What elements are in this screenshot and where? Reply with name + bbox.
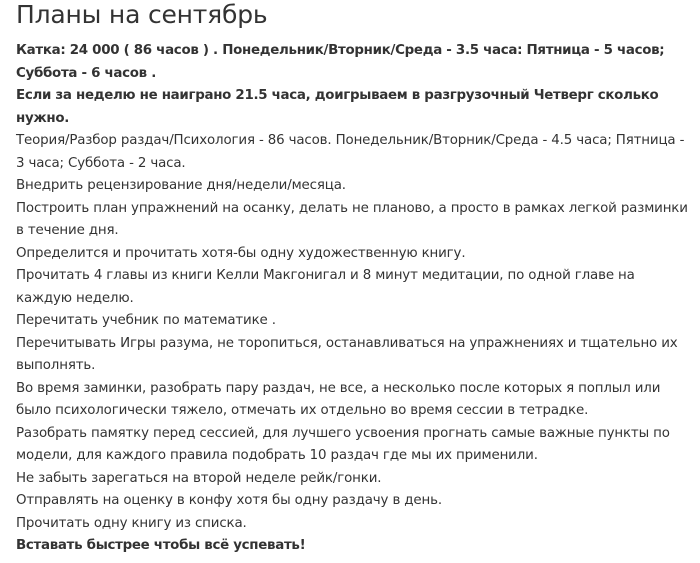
plan-item: Перечитать учебник по математике . — [16, 313, 276, 328]
plan-item: Вставать быстрее чтобы всё успевать! — [16, 538, 306, 553]
plan-item: Если за неделю не наиграно 21.5 часа, доигрываем в разгрузочный Четверг сколько нужно. — [16, 88, 659, 126]
page-title: Планы на сентябрь — [16, 0, 268, 29]
plan-item: Определится и прочитать хотя-бы одну художественную книгу. — [16, 245, 466, 261]
plan-item: Разобрать памятку перед сессией, для лучшего усвоения прогнать самые важные пункты по модели, для каждого правила подобрать 10 раздач где мы их применили. — [16, 425, 670, 463]
plans-list — [16, 40, 692, 558]
plan-item: Прочитать 4 главы из книги Келли Макгонигал и 8 минут медитации, по одной главе на каждую неделю. — [16, 268, 635, 306]
plan-item: Во время заминки, разобрать пару раздач, не все, а несколько после которых я поплыл или было психологически тяжело, отмечать их отдельно во время сессии в тетрадке. — [16, 380, 661, 418]
plan-item: Катка: 24 000 ( 86 часов ) . Понедельник/Вторник/Среда - 3.5 часа: Пятница - 5 часов; Суббота - 6 часов . — [16, 43, 665, 81]
plan-item: Отправлять на оценку в конфу хотя бы одну раздачу в день. — [16, 493, 442, 508]
plan-item: Не забыть зарегаться на второй неделе рейк/гонки. — [16, 470, 382, 486]
plan-item: Перечитывать Игры разума, не торопиться, останавливаться на упражнениях и тщательно их выполнять. — [16, 335, 678, 373]
plan-item: Внедрить рецензирование дня/недели/месяца. — [16, 178, 346, 193]
plan-item: Построить план упражнений на осанку, делать не планово, а просто в рамках легкой разминки в течение дня. — [16, 200, 688, 238]
plan-item: Прочитать одну книгу из списка. — [16, 515, 247, 531]
plan-item: Теория/Разбор раздач/Психология - 86 часов. Понедельник/Вторник/Среда - 4.5 часа; Пятница - 3 часа; Суббота - 2 часа. — [16, 133, 685, 171]
